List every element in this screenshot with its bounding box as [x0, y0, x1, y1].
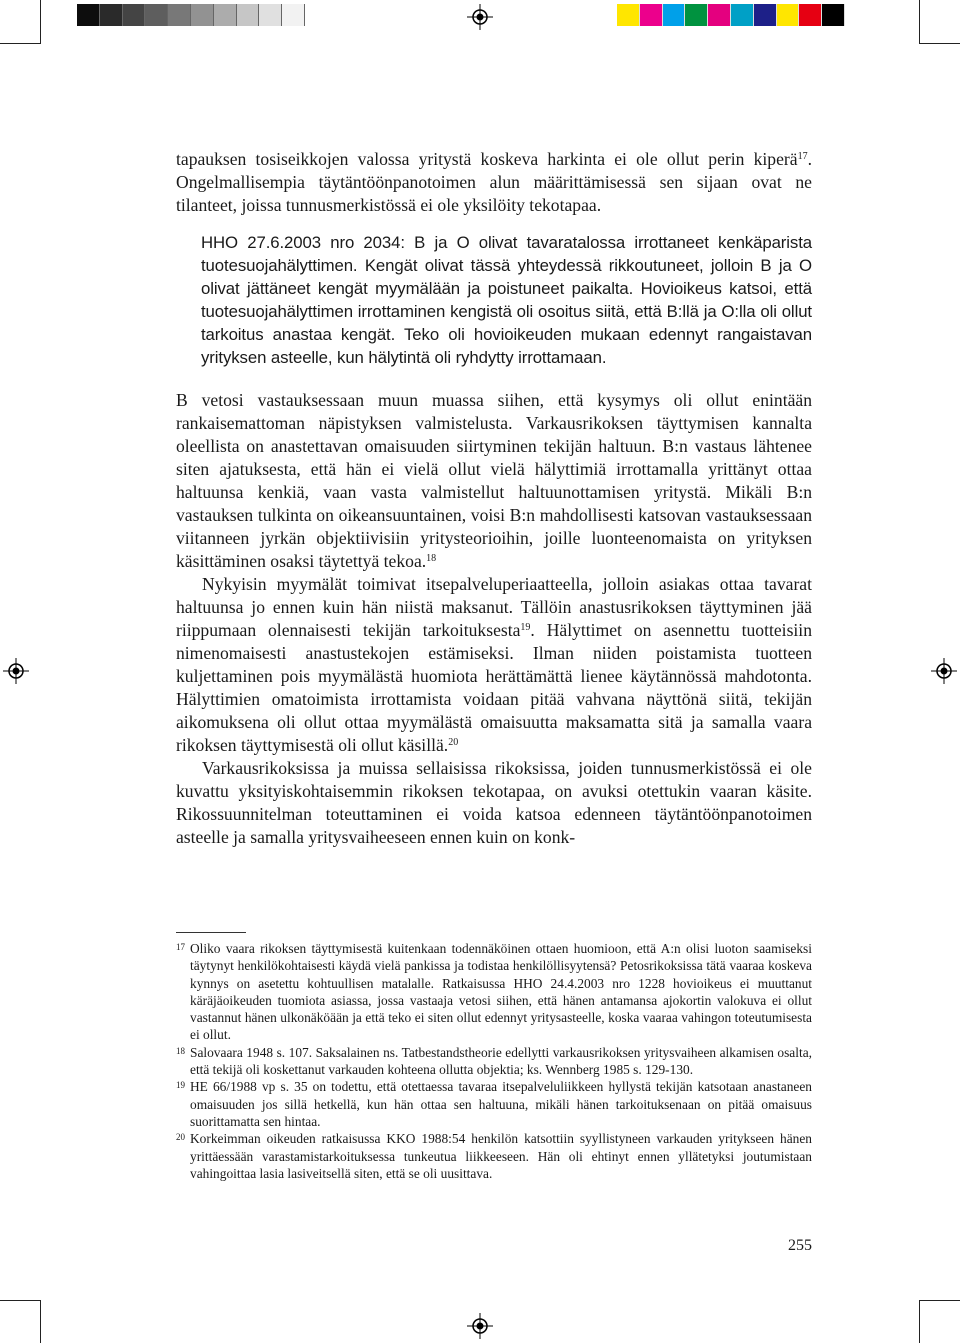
footnote-text: Oliko vaara rikoksen täyttymisestä kuitenkaan todennäköinen ottaen huomioon, että A:n olisi luoton saamiseksi täytynyt henkilökohtaisesti käydä vielä pankissa ja todistaa henkilöllisyytensä? Petosrikoksissa tätä vaaraa koskeva kynnys on asetettu kohtuullisen matalalle. Ratkaisussa HHO 24.4.2003 nro 1228 hovioikeus ei muuttanut käräjäoikeuden tuomiota asiassa, jossa vastaaja vetosi siihen, että hänen antamansa ajokortin valokuva ei ollut vastannut hänen ulkonäköään ja että teko ei siten ollut edennyt yritysasteelle, koska vaaraa vahingon toteutumisesta ei ollut. [190, 941, 812, 1043]
color-swatch [731, 4, 754, 26]
color-swatch [259, 4, 282, 26]
color-swatch [145, 4, 168, 26]
color-swatch [685, 4, 708, 26]
footnote-ref: 20 [448, 737, 459, 748]
footnote-number: 17 [176, 942, 185, 952]
footnote [176, 940, 812, 1044]
color-swatch [663, 4, 686, 26]
color-swatch [100, 4, 123, 26]
crop-mark [40, 1300, 41, 1343]
crop-mark [920, 43, 960, 44]
paragraph-text: B vetosi vastauksessaan muun muassa siihen, että kysymys oli ollut enintään rankaisemattoman näpistyksen valmistelusta. Varkausrikoksen täyttymisen kannalta oleellista on anastettavan omaisuuden siirtyminen tekijän haltuun. B:n vastaus lähtenee siten ajatuksesta, että hän ei vielä ollut vielä hälyttimiä irrottamalla yrittänyt ottaa haltuunsa kenkiä, vaan vasta valmistellut haltuunottamisen yritystä. Mikäli B:n vastauksen tulkinta on oikeansuuntainen, voisi B:n mahdollisesti katsovan vastauksessaan viitanneen jyrkän objektiivisiin yritysteorioihin, joille luonteenomaista on yrityksen käsittäminen osaksi täytettyä tekoa. [176, 390, 812, 571]
color-swatch [191, 4, 214, 26]
crop-mark [919, 0, 920, 44]
paragraph-text: tapauksen tosiseikkojen valossa yritystä koskeva harkinta ei ole ollut perin kiperä [176, 149, 798, 169]
crop-mark [0, 1300, 40, 1301]
crop-mark [40, 0, 41, 44]
registration-mark-icon [467, 4, 493, 30]
crop-mark [919, 1300, 920, 1343]
paragraph-text: Nykyisin myymälät toimivat itsepalveluperiaatteella, jolloin asiakas ottaa tavarat haltuunsa jo ennen kuin hän niistä maksanut. Tällöin anastusrikoksen täyttyminen jää riippumaan olennaisesti tekijän tarkoituksesta [176, 574, 812, 640]
color-swatch [237, 4, 260, 26]
crop-mark [920, 1300, 960, 1301]
color-swatch [168, 4, 191, 26]
grayscale-color-bar [77, 4, 305, 26]
footnote-ref: 17 [797, 151, 808, 162]
main-text [176, 148, 812, 849]
footnote [176, 1044, 812, 1079]
color-swatch [123, 4, 146, 26]
registration-mark-icon [3, 658, 29, 684]
color-swatch [640, 4, 663, 26]
color-control-bar [617, 4, 845, 26]
page-number: 255 [788, 1237, 812, 1254]
footnote-divider [176, 932, 246, 933]
color-swatch [777, 4, 800, 26]
footnote-ref: 18 [426, 553, 437, 564]
footnote [176, 1078, 812, 1130]
footnote-text: Salovaara 1948 s. 107. Saksalainen ns. Tatbestandstheorie edellytti varkausrikoksen yritysvaiheen alkamisen osalta, että tekijä oli koskettanut varkauden kohteena ollutta objektia; ks. Wennberg 1985 s. 129-130. [190, 1044, 812, 1078]
registration-mark-icon [467, 1313, 493, 1339]
case-quote: HHO 27.6.2003 nro 2034: B ja O olivat tavaratalossa irrottaneet kenkäparista tuotesuojahälyttimen. Kengät olivat tässä yhteydessä rikkoutuneet, jolloin B ja O olivat jättäneet kengät myymälään ja poistuneet paikalta. Hovioikeus katsoi, että tuotesuojahälyttimen irrottaminen kengistä oli osoitus siitä, että B:llä ja O:lla oli ollut tarkoitus anastaa kengät. Teko oli hovioikeuden mukaan edennyt rangaistavan yrityksen asteelle, kun hälytintä oli ryhdytty irrottamaan. [201, 233, 812, 367]
footnote-number: 19 [176, 1080, 185, 1091]
crop-mark [0, 43, 40, 44]
paragraph [176, 148, 812, 217]
paragraph: Varkausrikoksissa ja muissa sellaisissa rikoksissa, joiden tunnusmerkistössä ei ole kuvattu yksityiskohtaisemmin rikoksen tekotapaa, on avuksi otettukin vaaran käsite. Rikossuunnitelman toteuttaminen ei voida katsoa edenneen täytäntöönpanotoimen asteelle ja samalla yritysvaiheeseen ennen kuin on konk- [176, 758, 812, 847]
footnote-number: 18 [176, 1045, 185, 1056]
paragraph [176, 389, 812, 573]
color-swatch [799, 4, 822, 26]
footnote-ref: 19 [520, 622, 531, 633]
color-swatch [77, 4, 100, 26]
registration-mark-icon [931, 658, 957, 684]
color-swatch [214, 4, 237, 26]
color-swatch [617, 4, 640, 26]
paragraph-text: . Ongelmallisempia täytäntöönpanotoimen alun määrittämisessä sen sijaan ovat ne tilanteet, joissa tunnusmerkistössä ei ole yksilöity tekotapaa. [176, 149, 812, 215]
color-swatch [822, 4, 845, 26]
footnote-number: 20 [176, 1132, 185, 1143]
color-swatch [282, 4, 305, 26]
color-swatch [754, 4, 777, 26]
paragraph [176, 573, 812, 757]
paragraph-text: . Hälyttimet on asennettu tuotteisiin nimenomaisesti anastustekojen estämiseksi. Ilman niiden poistamista tuotteen kuljettaminen pois myymälästä huomiota herättämättä lienee käytännössä mahdotonta. Hälyttimien omatoimista irrottamista voidaan pitää vahvana näyttönä siitä, tekijän aikomuksena oli ollut ottaa myymälästä omaisuutta maksamatta sitä ja samalla vaara rikoksen täyttymisestä oli ollut käsillä. [176, 620, 812, 755]
footnotes [176, 940, 812, 1182]
footnote-text: Korkeimman oikeuden ratkaisussa KKO 1988:54 henkilön katsottiin syyllistyneen varkauden yritykseen hänen yrittäessään varastamistarkoituksessa tunkeutua liikkeeseen. Hän oli ehtinyt ennen yllätetyksi joutumistaan vahingoittaa lasia lasiveitsellä siten, että se oli uusittava. [190, 1131, 812, 1181]
footnote [176, 1130, 812, 1182]
color-swatch [708, 4, 731, 26]
footnote-text: HE 66/1988 vp s. 35 on todettu, että otettaessa tavaraa itsepalveluliikkeen hyllystä tekijän katsotaan anastaneen omaisuuden jos sillä hetkellä, kun hän ottaa sen haltuuna, mikäli hänen tarkoituksenaan on pitää omaisuus suorittamatta sen hintaa. [190, 1079, 812, 1129]
